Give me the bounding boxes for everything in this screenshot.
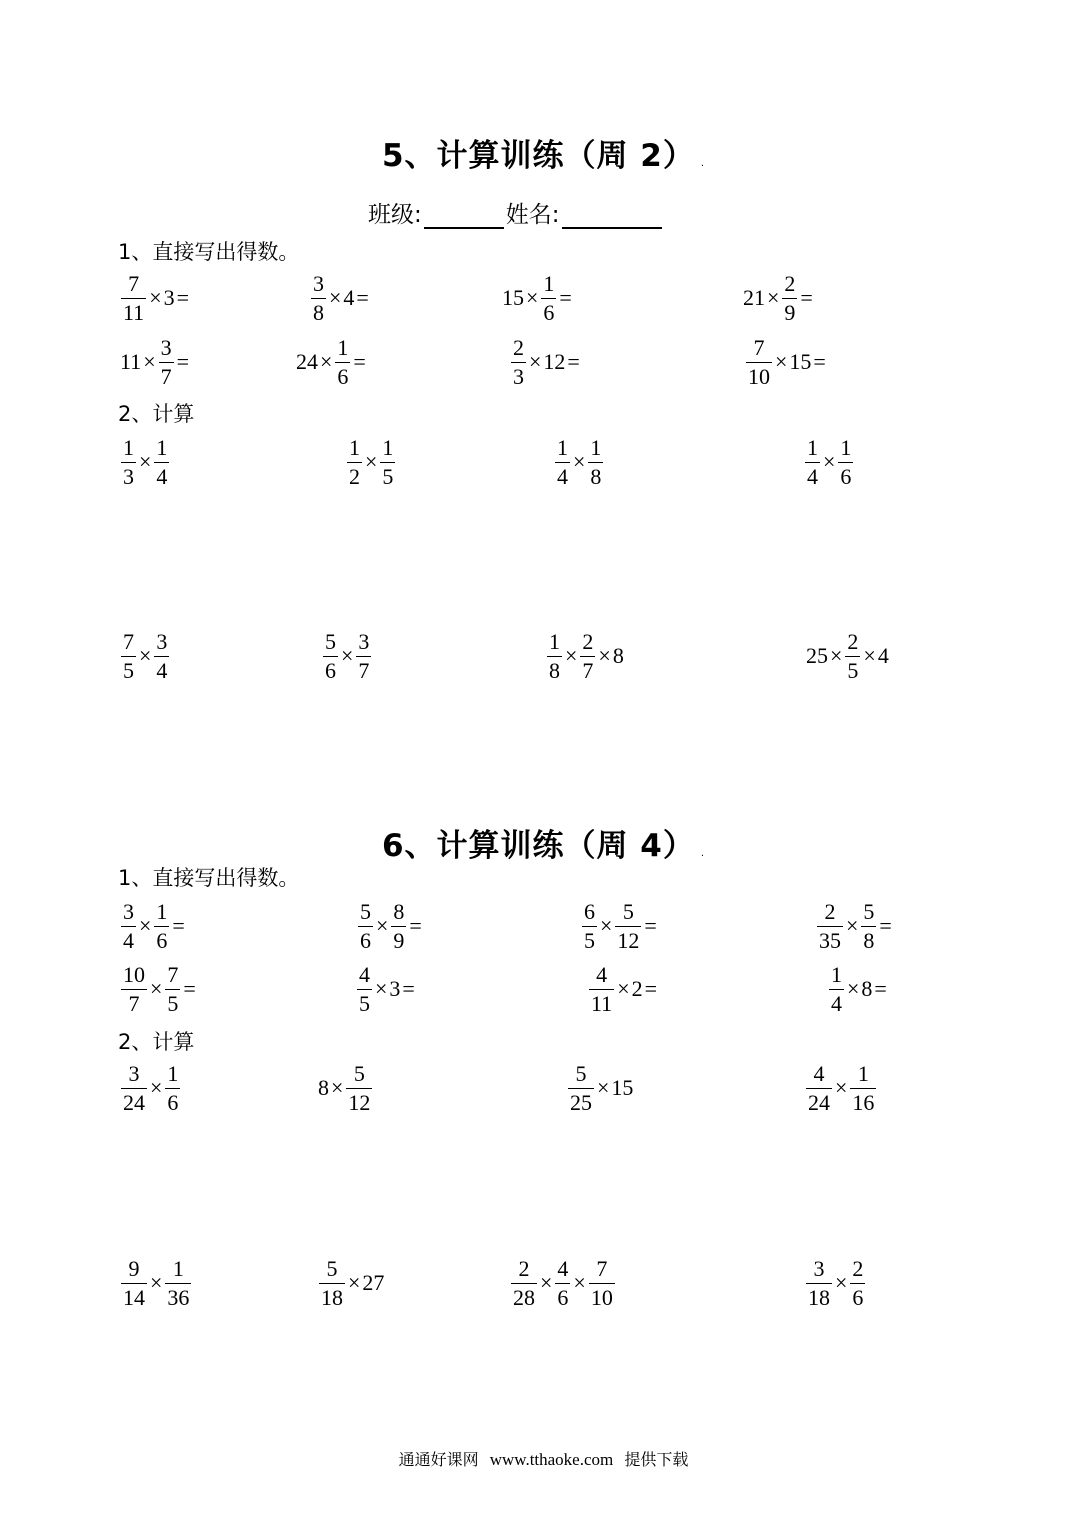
denominator: 5 — [359, 990, 370, 1016]
exercise-expression — [588, 959, 659, 1019]
fraction — [121, 1255, 147, 1310]
exercise-expression — [510, 1253, 616, 1313]
section5-part1-heading: 1、直接写出得数。 — [118, 240, 300, 264]
whole-number: 2 — [631, 976, 643, 1001]
fraction — [511, 1255, 537, 1310]
exercise-expression — [804, 432, 854, 492]
denominator: 12 — [617, 927, 640, 953]
denominator: 12 — [348, 1089, 371, 1115]
denominator: 3 — [123, 463, 134, 489]
denominator: 4 — [123, 927, 134, 953]
times-sign: × — [529, 349, 542, 374]
whole-number: 27 — [362, 1270, 385, 1295]
denominator: 7 — [582, 657, 594, 683]
whole-number: 12 — [543, 349, 566, 374]
numerator: 1 — [857, 1060, 869, 1086]
whole-number: 11 — [120, 349, 142, 374]
times-sign: × — [150, 976, 163, 1001]
equals-sign: = — [874, 976, 887, 1001]
whole-number: 25 — [806, 643, 828, 668]
equals-sign: = — [567, 349, 580, 374]
section6-part1-heading: 1、直接写出得数。 — [118, 866, 300, 890]
fraction — [319, 1255, 345, 1310]
exercise-expression — [120, 1058, 181, 1118]
denominator: 8 — [863, 927, 875, 953]
denominator: 6 — [360, 927, 371, 953]
fraction — [746, 334, 772, 389]
times-sign: × — [835, 1270, 848, 1295]
times-sign: × — [835, 1075, 848, 1100]
numerator: 1 — [156, 898, 168, 924]
section5-title: 5、计算训练（周 2） . — [381, 138, 706, 174]
numerator: 1 — [337, 334, 349, 360]
fraction — [357, 961, 372, 1016]
exercise-expression — [567, 1058, 633, 1118]
numerator: 5 — [622, 898, 634, 924]
fraction — [555, 1255, 570, 1310]
denominator: 3 — [513, 363, 524, 389]
exercise-expression — [816, 896, 894, 956]
exercise-expression — [120, 896, 187, 956]
numerator: 6 — [584, 898, 595, 924]
fraction — [165, 961, 180, 1016]
whole-number: 8 — [318, 1075, 329, 1100]
denominator: 24 — [123, 1089, 145, 1115]
fraction — [121, 961, 147, 1016]
times-sign: × — [139, 449, 152, 474]
exercise-expression — [805, 1253, 866, 1313]
times-sign: × — [149, 285, 162, 310]
numerator: 4 — [596, 961, 608, 987]
numerator: 2 — [824, 898, 836, 924]
numerator: 4 — [813, 1060, 825, 1086]
denominator: 11 — [123, 299, 145, 325]
denominator: 10 — [748, 363, 770, 389]
fraction — [555, 434, 570, 489]
times-sign: × — [376, 913, 389, 938]
numerator: 5 — [575, 1060, 587, 1086]
class-name-line — [368, 196, 664, 229]
fraction — [121, 1060, 147, 1115]
equals-sign: = — [356, 285, 369, 310]
exercise-expression — [581, 896, 659, 956]
name-label: 姓名: — [505, 202, 560, 228]
numerator: 3 — [813, 1255, 825, 1281]
times-sign: × — [847, 976, 860, 1001]
denominator: 4 — [831, 990, 842, 1016]
fraction — [121, 434, 136, 489]
exercise-expression — [806, 626, 889, 686]
numerator: 3 — [156, 628, 168, 654]
exercise-expression — [310, 268, 371, 328]
times-sign: × — [846, 913, 859, 938]
fraction — [358, 898, 373, 953]
denominator: 5 — [584, 927, 595, 953]
exercise-expression — [318, 1253, 384, 1313]
times-sign: × — [143, 349, 156, 374]
equals-sign: = — [800, 285, 813, 310]
denominator: 6 — [325, 657, 336, 683]
fraction — [589, 961, 614, 1016]
whole-number: 8 — [612, 643, 624, 668]
times-sign: × — [139, 913, 152, 938]
denominator: 9 — [784, 299, 796, 325]
footer-suffix: 提供下载 — [624, 1450, 689, 1469]
numerator: 4 — [557, 1255, 569, 1281]
times-sign: × — [320, 349, 333, 374]
whole-number: 15 — [611, 1075, 634, 1100]
times-sign: × — [863, 643, 876, 668]
fraction — [541, 270, 556, 325]
footer-url[interactable]: www.tthaoke.com — [489, 1450, 614, 1469]
numerator: 1 — [590, 434, 602, 460]
times-sign: × — [139, 643, 152, 668]
numerator: 1 — [543, 270, 555, 296]
exercise-expression — [120, 626, 170, 686]
equals-sign: = — [172, 913, 185, 938]
equals-sign: = — [879, 913, 892, 938]
numerator: 3 — [313, 270, 324, 296]
exercise-expression — [356, 959, 417, 1019]
fraction — [838, 434, 853, 489]
equals-sign: = — [183, 976, 196, 1001]
fraction — [806, 1060, 832, 1115]
times-sign: × — [375, 976, 388, 1001]
whole-number: 15 — [502, 285, 524, 310]
whole-number: 24 — [296, 349, 318, 374]
section6-title: 6、计算训练（周 4） . — [381, 828, 706, 864]
numerator: 2 — [518, 1255, 530, 1281]
numerator: 2 — [513, 334, 524, 360]
fraction — [805, 434, 820, 489]
fraction — [782, 270, 797, 325]
whole-number: 21 — [743, 285, 765, 310]
denominator: 5 — [382, 463, 394, 489]
fraction — [511, 334, 526, 389]
numerator: 3 — [358, 628, 370, 654]
equals-sign: = — [409, 913, 422, 938]
fraction — [356, 628, 371, 683]
numerator: 9 — [128, 1255, 140, 1281]
equals-sign: = — [644, 976, 658, 1001]
numerator: 7 — [128, 270, 140, 296]
times-sign: × — [329, 285, 342, 310]
exercise-expression — [296, 332, 368, 392]
times-sign: × — [767, 285, 780, 310]
exercise-expression — [546, 626, 624, 686]
fraction — [850, 1060, 876, 1115]
fraction — [154, 434, 169, 489]
fraction — [165, 1060, 180, 1115]
denominator: 4 — [156, 463, 168, 489]
fraction — [346, 1060, 372, 1115]
fraction — [335, 334, 350, 389]
times-sign: × — [823, 449, 836, 474]
whole-number: 4 — [343, 285, 355, 310]
numerator: 1 — [382, 434, 394, 460]
times-sign: × — [348, 1270, 361, 1295]
denominator: 2 — [349, 463, 360, 489]
title-mark: . — [700, 158, 706, 169]
denominator: 36 — [167, 1284, 190, 1310]
numerator: 1 — [840, 434, 852, 460]
numerator: 5 — [353, 1060, 365, 1086]
denominator: 18 — [321, 1284, 343, 1310]
fraction — [159, 334, 174, 389]
fraction — [817, 898, 843, 953]
numerator: 3 — [128, 1060, 140, 1086]
numerator: 5 — [863, 898, 875, 924]
equals-sign: = — [176, 285, 190, 310]
times-sign: × — [150, 1075, 163, 1100]
fraction — [568, 1060, 594, 1115]
denominator: 7 — [128, 990, 140, 1016]
denominator: 4 — [156, 657, 168, 683]
section6-part2-heading: 2、计算 — [118, 1030, 195, 1054]
exercise-expression — [745, 332, 828, 392]
exercise-expression — [120, 268, 191, 328]
times-sign: × — [331, 1075, 344, 1100]
exercise-expression — [120, 959, 198, 1019]
denominator: 28 — [513, 1284, 535, 1310]
denominator: 5 — [123, 657, 134, 683]
denominator: 24 — [808, 1089, 830, 1115]
times-sign: × — [597, 1075, 610, 1100]
denominator: 6 — [852, 1284, 864, 1310]
fraction — [347, 434, 362, 489]
times-sign: × — [573, 449, 586, 474]
times-sign: × — [598, 643, 611, 668]
denominator: 8 — [313, 299, 324, 325]
footer-site: 通通好课网 — [398, 1450, 479, 1469]
numerator: 2 — [852, 1255, 864, 1281]
times-sign: × — [573, 1270, 586, 1295]
times-sign: × — [341, 643, 354, 668]
fraction — [547, 628, 562, 683]
equals-sign: = — [176, 349, 190, 374]
numerator: 1 — [123, 434, 134, 460]
exercise-expression — [120, 332, 191, 392]
fraction — [121, 628, 136, 683]
numerator: 1 — [831, 961, 842, 987]
denominator: 7 — [358, 657, 370, 683]
whole-number: 3 — [163, 285, 175, 310]
denominator: 9 — [393, 927, 405, 953]
numerator: 10 — [123, 961, 145, 987]
exercise-expression — [828, 959, 889, 1019]
fraction — [582, 898, 597, 953]
numerator: 2 — [784, 270, 796, 296]
denominator: 6 — [557, 1284, 569, 1310]
denominator: 18 — [808, 1284, 830, 1310]
times-sign: × — [775, 349, 788, 374]
exercise-expression — [120, 1253, 192, 1313]
equals-sign: = — [559, 285, 572, 310]
fraction — [580, 628, 595, 683]
times-sign: × — [365, 449, 378, 474]
name-blank[interactable] — [562, 205, 662, 229]
denominator: 35 — [819, 927, 841, 953]
exercise-expression — [120, 432, 170, 492]
numerator: 2 — [582, 628, 594, 654]
denominator: 8 — [590, 463, 602, 489]
numerator: 1 — [349, 434, 360, 460]
fraction — [121, 270, 146, 325]
exercise-expression — [322, 626, 372, 686]
denominator: 16 — [852, 1089, 875, 1115]
times-sign: × — [617, 976, 630, 1001]
exercise-expression — [346, 432, 396, 492]
numerator: 8 — [393, 898, 405, 924]
whole-number: 4 — [877, 643, 889, 668]
fraction — [845, 628, 860, 683]
numerator: 1 — [557, 434, 568, 460]
numerator: 1 — [807, 434, 818, 460]
denominator: 6 — [543, 299, 555, 325]
numerator: 5 — [325, 628, 336, 654]
numerator: 7 — [167, 961, 179, 987]
fraction — [615, 898, 641, 953]
exercise-expression — [743, 268, 815, 328]
equals-sign: = — [353, 349, 366, 374]
denominator: 25 — [570, 1089, 592, 1115]
numerator: 1 — [549, 628, 560, 654]
equals-sign: = — [402, 976, 415, 1001]
class-blank[interactable] — [424, 205, 504, 229]
numerator: 3 — [123, 898, 134, 924]
numerator: 7 — [753, 334, 765, 360]
times-sign: × — [830, 643, 843, 668]
denominator: 6 — [156, 927, 168, 953]
denominator: 4 — [557, 463, 568, 489]
footer — [0, 1447, 1087, 1470]
numerator: 1 — [156, 434, 168, 460]
title-mark: . — [700, 848, 706, 859]
exercise-expression — [318, 1058, 373, 1118]
times-sign: × — [526, 285, 539, 310]
numerator: 2 — [847, 628, 859, 654]
exercise-expression — [554, 432, 604, 492]
fraction — [311, 270, 326, 325]
denominator: 11 — [591, 990, 613, 1016]
fraction — [154, 628, 169, 683]
numerator: 3 — [160, 334, 172, 360]
exercise-expression — [502, 268, 574, 328]
denominator: 14 — [123, 1284, 145, 1310]
whole-number: 3 — [389, 976, 401, 1001]
numerator: 4 — [359, 961, 370, 987]
equals-sign: = — [644, 913, 657, 938]
denominator: 5 — [847, 657, 859, 683]
times-sign: × — [150, 1270, 163, 1295]
denominator: 6 — [337, 363, 349, 389]
denominator: 6 — [167, 1089, 179, 1115]
fraction — [323, 628, 338, 683]
denominator: 8 — [549, 657, 560, 683]
denominator: 6 — [840, 463, 852, 489]
times-sign: × — [565, 643, 578, 668]
numerator: 5 — [326, 1255, 338, 1281]
fraction — [380, 434, 395, 489]
numerator: 7 — [123, 628, 134, 654]
fraction — [861, 898, 876, 953]
denominator: 5 — [167, 990, 179, 1016]
fraction — [154, 898, 169, 953]
numerator: 7 — [596, 1255, 608, 1281]
exercise-expression — [805, 1058, 877, 1118]
fraction — [829, 961, 844, 1016]
exercise-expression — [510, 332, 582, 392]
fraction — [806, 1255, 832, 1310]
equals-sign: = — [813, 349, 826, 374]
whole-number: 8 — [861, 976, 873, 1001]
whole-number: 15 — [789, 349, 812, 374]
fraction — [588, 434, 603, 489]
denominator: 4 — [807, 463, 818, 489]
fraction — [121, 898, 136, 953]
section5-part2-heading: 2、计算 — [118, 402, 195, 426]
times-sign: × — [600, 913, 613, 938]
denominator: 7 — [160, 363, 172, 389]
fraction — [391, 898, 406, 953]
denominator: 10 — [590, 1284, 613, 1310]
times-sign: × — [540, 1270, 553, 1295]
numerator: 1 — [167, 1060, 179, 1086]
fraction — [850, 1255, 865, 1310]
numerator: 1 — [172, 1255, 184, 1281]
numerator: 5 — [360, 898, 371, 924]
fraction — [165, 1255, 191, 1310]
exercise-expression — [357, 896, 424, 956]
fraction — [589, 1255, 615, 1310]
class-label: 班级: — [368, 202, 422, 228]
